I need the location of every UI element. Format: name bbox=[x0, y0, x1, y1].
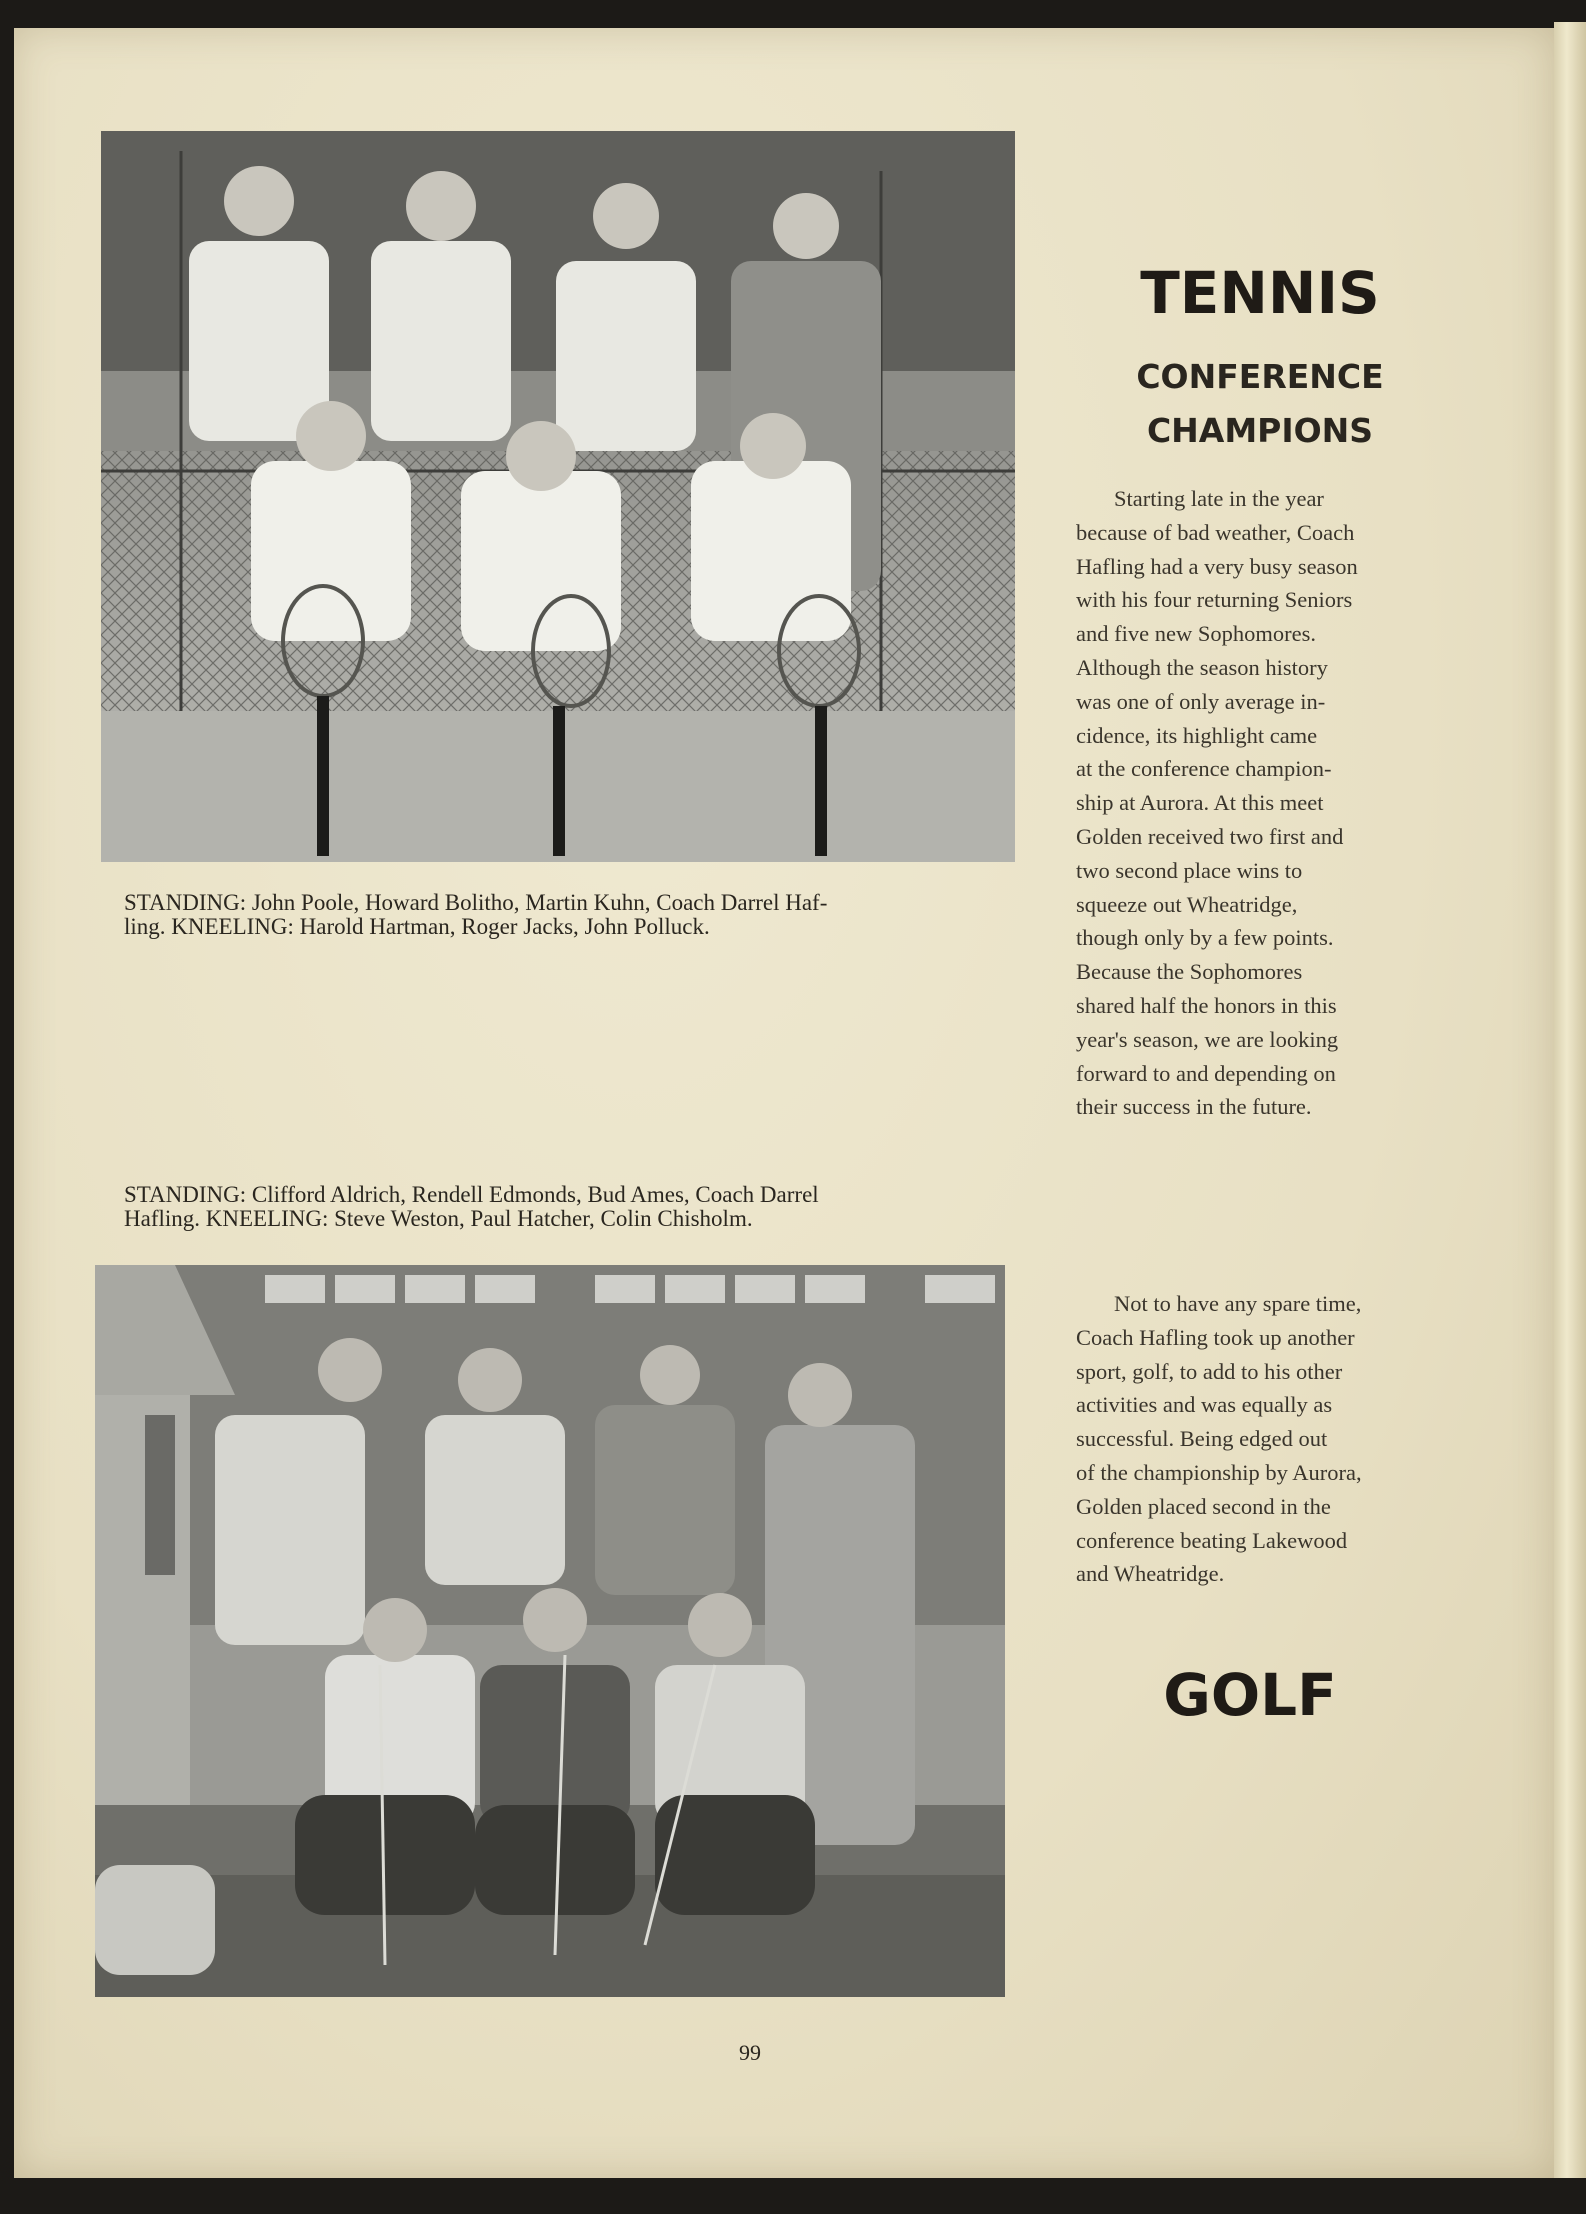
golf-body-line: Coach Hafling took up another bbox=[1076, 1324, 1355, 1350]
tennis-caption-line: STANDING: John Poole, Howard Bolitho, Martin Kuhn, Coach Darrel Haf- bbox=[124, 890, 828, 915]
golf-body-line: of the championship by Aurora, bbox=[1076, 1459, 1362, 1485]
golf-caption-line: STANDING: Clifford Aldrich, Rendell Edmonds, Bud Ames, Coach Darrel bbox=[124, 1182, 819, 1207]
golf-caption bbox=[124, 1183, 1004, 1231]
page-bottom-shadow bbox=[0, 2178, 1586, 2214]
golf-body-line: sport, golf, to add to his other bbox=[1076, 1358, 1343, 1384]
tennis-body-line: ship at Aurora. At this meet bbox=[1076, 790, 1324, 816]
tennis-body-line: Hafling had a very busy season bbox=[1076, 553, 1358, 579]
tennis-body-line: their success in the future. bbox=[1076, 1094, 1312, 1120]
tennis-subheading bbox=[1070, 350, 1450, 458]
golf-body-line: conference beating Lakewood bbox=[1076, 1527, 1348, 1553]
tennis-body-line: Because the Sophomores bbox=[1076, 959, 1303, 985]
tennis-body-line: year's season, we are looking bbox=[1076, 1026, 1339, 1052]
golf-body bbox=[1076, 1287, 1456, 1591]
tennis-subheading-line: CONFERENCE bbox=[1136, 357, 1384, 396]
tennis-body-line: and five new Sophomores. bbox=[1076, 621, 1316, 647]
tennis-body-line: cidence, its highlight came bbox=[1076, 722, 1318, 748]
tennis-subheading-line: CHAMPIONS bbox=[1146, 411, 1374, 450]
tennis-caption-line: ling. KNEELING: Harold Hartman, Roger Jacks, John Polluck. bbox=[124, 914, 710, 939]
golf-body-line: activities and was equally as bbox=[1076, 1392, 1333, 1418]
tennis-caption bbox=[124, 891, 1004, 939]
tennis-body-line: was one of only average in- bbox=[1076, 688, 1326, 714]
tennis-body-line: forward to and depending on bbox=[1076, 1060, 1336, 1086]
tennis-body-line: Golden received two first and bbox=[1076, 823, 1344, 849]
tennis-body-line: though only by a few points. bbox=[1076, 925, 1334, 951]
golf-team-photo bbox=[95, 1265, 1005, 1997]
tennis-body-line: squeeze out Wheatridge, bbox=[1076, 891, 1298, 917]
tennis-body-line: two second place wins to bbox=[1076, 857, 1303, 883]
golf-caption-line: Hafling. KNEELING: Steve Weston, Paul Hatcher, Colin Chisholm. bbox=[124, 1206, 753, 1231]
tennis-body bbox=[1076, 482, 1456, 1124]
tennis-body-line: Starting late in the year bbox=[1114, 486, 1324, 511]
golf-body-line: and Wheatridge. bbox=[1076, 1561, 1225, 1587]
tennis-body-line: because of bad weather, Coach bbox=[1076, 519, 1355, 545]
tennis-body-line: at the conference champion- bbox=[1076, 756, 1332, 782]
golf-heading: GOLF bbox=[1163, 1661, 1337, 1729]
tennis-team-photo bbox=[101, 131, 1015, 862]
tennis-body-line: shared half the honors in this bbox=[1076, 992, 1337, 1018]
golf-body-line: Not to have any spare time, bbox=[1114, 1291, 1362, 1316]
golf-body-line: successful. Being edged out bbox=[1076, 1426, 1328, 1452]
page-binding-edge bbox=[1554, 22, 1586, 2182]
tennis-body-line: Although the season history bbox=[1076, 654, 1328, 680]
golf-body-line: Golden placed second in the bbox=[1076, 1493, 1331, 1519]
tennis-heading: TENNIS bbox=[1140, 259, 1380, 327]
page-number: 99 bbox=[739, 2040, 761, 2065]
tennis-body-line: with his four returning Seniors bbox=[1076, 587, 1353, 613]
